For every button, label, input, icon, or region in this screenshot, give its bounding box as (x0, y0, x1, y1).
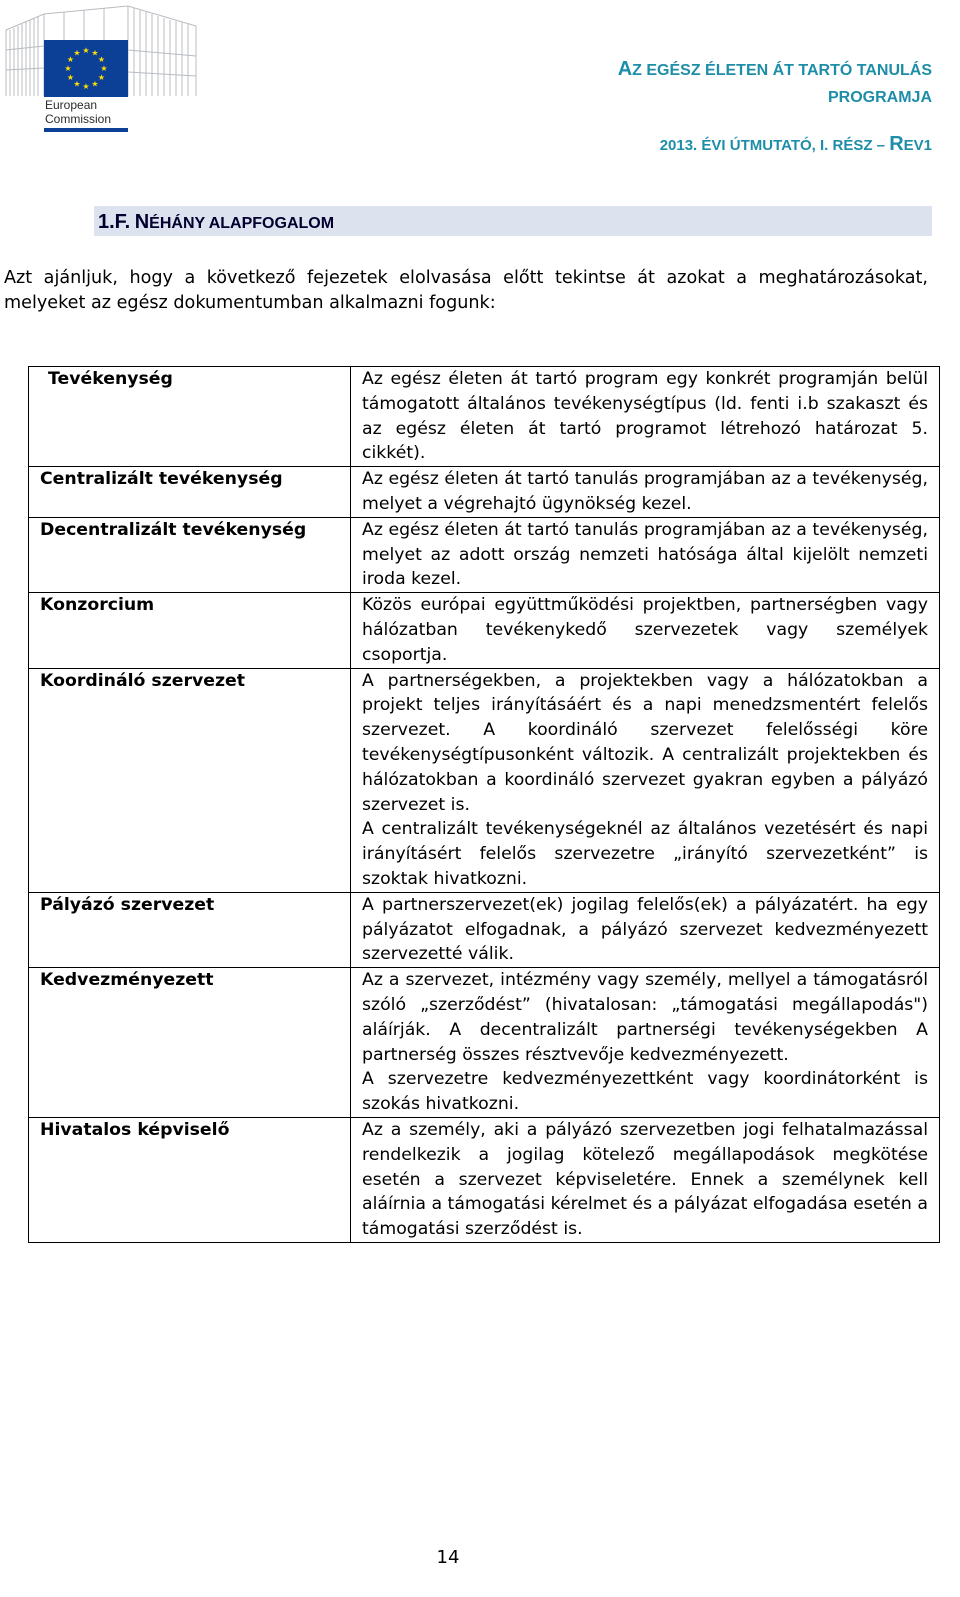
program-title: AZ EGÉSZ ÉLETEN ÁT TARTÓ TANULÁS PROGRAMJA (617, 58, 932, 106)
term-label: Konzorcium (40, 595, 155, 616)
definition-text (351, 367, 940, 467)
definition-row (29, 467, 940, 518)
section-title: 1.F. NÉHÁNY ALAPFOGALOM (98, 211, 335, 233)
definition-paragraph: Az egész életen át tartó tanulás programjában az a tevékenység, melyet a végrehajtó ügynökség kezel. (362, 469, 928, 514)
svg-text:★: ★ (82, 82, 90, 91)
svg-text:★: ★ (66, 73, 75, 82)
definition-row (29, 968, 940, 1118)
definition-text (351, 593, 940, 668)
page-number: 14 (436, 1547, 460, 1568)
definition-row (29, 367, 940, 467)
definition-row (29, 668, 940, 892)
definition-paragraph: Az a személy, aki a pályázó szervezetben jogi felhatalmazással rendelkezik a jogilag kötelező megállapodások megkötése esetén a szervezet képviseletére. Ennek a személynek kell aláírnia a támogatási kérelmet és a pályázat elfogadása esetén a támogatási szerződést is. (362, 1119, 928, 1240)
term-label: Decentralizált tevékenység (40, 519, 307, 540)
definition-paragraph: A partnerszervezet(ek) jogilag felelős(ek) a pályázatért. ha egy pályázatot elfogadnak, a pályázó szervezet kedvezményezett szervezetté válik. (362, 894, 928, 965)
definition-term (29, 467, 351, 518)
definition-paragraph: Közös európai együttműködési projektben, partnerségben vagy hálózatban tevékenykedő szervezetek vagy személyek csoportja. (362, 595, 928, 665)
svg-text:★: ★ (97, 73, 106, 82)
svg-text:★: ★ (66, 55, 75, 64)
svg-text:★: ★ (91, 48, 99, 58)
document-subtitle: 2013. ÉVI ÚTMUTATÓ, I. RÉSZ – REV1 (659, 133, 932, 155)
term-label: Tevékenység (48, 369, 173, 389)
svg-text:★: ★ (73, 79, 81, 89)
definition-paragraph: Az a szervezet, intézmény vagy személy, mellyel a támogatásról szóló „szerződést” (hivatalosan: „támogatási megállapodás") aláírják. A decentralizált partnerségi tevékenységekben A partnerség összes résztvevője kedvezményezett. (362, 970, 928, 1065)
definition-term (29, 517, 351, 592)
definition-term (29, 593, 351, 668)
svg-text:★: ★ (73, 48, 81, 58)
definition-paragraph: Az egész életen át tartó program egy konkrét programján belül támogatott általános tevékenységtípus (ld. fenti i.b szakaszt és az egész életen át tartó programot létrehozó határozat 5. cikkét). (362, 369, 928, 464)
definition-text (351, 1117, 940, 1242)
definition-text (351, 517, 940, 592)
definition-text (351, 467, 940, 518)
term-label: Pályázó szervezet (40, 894, 215, 915)
european-commission-logo (4, 0, 200, 135)
definition-paragraph: A centralizált tevékenységeknél az általános vezetésért és napi irányításért felelős szervezetre „irányító szervezetként” is szoktak hivatkozni. (362, 819, 928, 889)
eu-flag (44, 40, 128, 97)
definition-row (29, 593, 940, 668)
definition-paragraph: A szervezetre kedvezményezettként vagy koordinátorként is szokás hivatkozni. (362, 1069, 928, 1115)
logo-wordmark (45, 98, 111, 126)
definition-text (351, 968, 940, 1118)
intro-paragraph: Azt ajánljuk, hogy a következő fejezetek elolvasása előtt tekintse át azokat a meghatározásokat, melyeket az egész dokumentumban alkalmazni fogunk: (4, 268, 928, 313)
definition-row (29, 892, 940, 967)
term-label: Hivatalos képviselő (40, 1119, 230, 1140)
svg-text:★: ★ (97, 55, 106, 64)
section-heading-bar (94, 206, 932, 236)
term-label: Kedvezményezett (40, 970, 214, 991)
svg-text:★: ★ (82, 46, 90, 55)
definitions-table (28, 366, 940, 1243)
definition-text (351, 668, 940, 892)
term-label: Centralizált tevékenység (40, 469, 283, 490)
logo-line2: Commission (45, 112, 112, 126)
definition-paragraph: Az egész életen át tartó tanulás programjában az a tevékenység, melyet az adott ország nemzeti hatósága által kijelölt nemzeti iroda kezel. (362, 519, 928, 590)
svg-text:★: ★ (64, 64, 72, 73)
definition-row (29, 517, 940, 592)
svg-text:★: ★ (91, 79, 99, 89)
eu-stars-icon (44, 40, 128, 97)
logo-line1: European (45, 98, 98, 112)
definition-row (29, 1117, 940, 1242)
definition-paragraph: A partnerségekben, a projektekben vagy a hálózatokban a projekt teljes irányításáért és a napi menedzsmentért felelős szervezet. A koordináló szervezet felelősségi köre tevékenységtípusonként változik. A centralizált projektekben és hálózatokban a koordináló szervezet gyakran egyben a pályázó szervezet is. (362, 670, 928, 815)
definition-text (351, 892, 940, 967)
definition-term (29, 1117, 351, 1242)
logo-underline (44, 128, 128, 132)
definition-term (29, 968, 351, 1118)
term-label: Koordináló szervezet (40, 670, 246, 691)
definition-term (29, 892, 351, 967)
svg-text:★: ★ (100, 64, 108, 73)
definition-term (29, 367, 351, 467)
definition-term (29, 668, 351, 892)
